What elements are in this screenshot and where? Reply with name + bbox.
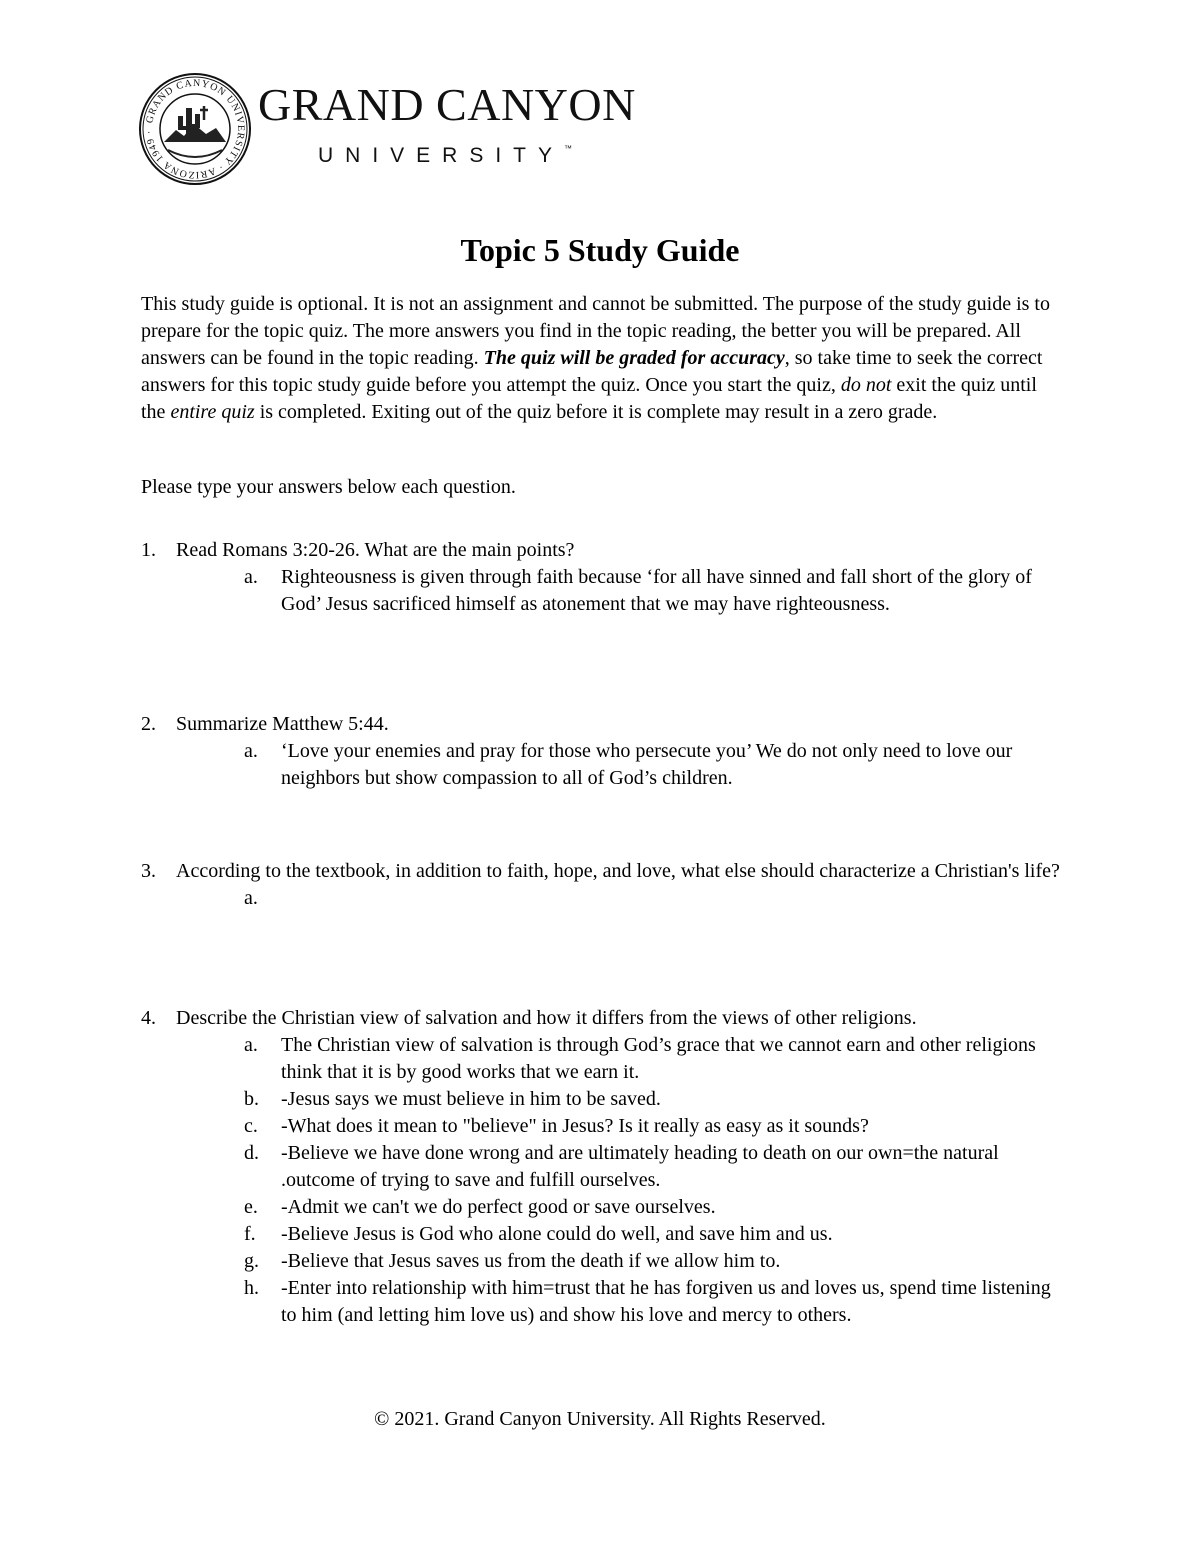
answer-text[interactable]: The Christian view of salvation is through God’s grace that we cannot earn and other religions think that it is by good works that we earn it. <box>281 1034 1036 1083</box>
answer-item <box>244 1113 1071 1140</box>
question-1 <box>141 537 1071 618</box>
intro-text-1: This study guide is optional. It is not an assignment and cannot be submitted. The purpose of the study guide is to prepare for the topic quiz. The more answers you find in the topic reading, the better you will be prepared. All answers can be found in the topic reading. <box>141 293 1050 369</box>
intro-italic-1: do not <box>840 374 892 396</box>
intro-bold-text: The quiz will be graded for accuracy <box>483 347 785 369</box>
answer-letter: a. <box>244 566 258 588</box>
question-text: Read Romans 3:20-26. What are the main points? <box>176 539 575 561</box>
answer-item <box>244 1275 1071 1329</box>
answer-item <box>244 1086 1071 1113</box>
instruction-text: Please type your answers below each question. <box>141 476 516 498</box>
answer-letter: c. <box>244 1115 258 1137</box>
trademark-symbol: ™ <box>564 144 573 153</box>
answer-letter: f. <box>244 1223 256 1245</box>
intro-text-3: exit the quiz until the <box>141 374 1037 423</box>
copyright-footer: © 2021. Grand Canyon University. All Rights Reserved. <box>374 1408 826 1430</box>
answer-letter: d. <box>244 1142 259 1164</box>
intro-text-4: is completed. Exiting out of the quiz before it is complete may result in a zero grade. <box>254 401 938 423</box>
answer-text[interactable]: Righteousness is given through faith because ‘for all have sinned and fall short of the glory of God’ Jesus sacrificed himself as atonement that we may have righteousness. <box>281 566 1032 615</box>
question-text: Summarize Matthew 5:44. <box>176 713 389 735</box>
brand-university-text: UNIVERSITY <box>318 144 565 167</box>
answer-text[interactable]: -Believe we have done wrong and are ultimately heading to death on our own=the natural .outcome of trying to save and fulfill ourselves. <box>281 1142 999 1191</box>
answer-item <box>244 885 1071 912</box>
answer-item <box>244 1248 1071 1275</box>
answer-item <box>244 1140 1071 1194</box>
brand-name-line1: GRAND CANYON <box>258 79 636 130</box>
answer-letter: a. <box>244 740 258 762</box>
intro-italic-2: entire quiz <box>170 401 255 423</box>
question-3 <box>141 858 1071 912</box>
answer-text[interactable]: -Admit we can't we do perfect good or save ourselves. <box>281 1196 716 1218</box>
answer-text[interactable]: -What does it mean to "believe" in Jesus? Is it really as easy as it sounds? <box>281 1115 869 1137</box>
answer-item <box>244 1032 1071 1086</box>
question-number: 3. <box>141 860 156 882</box>
answer-letter: a. <box>244 1034 258 1056</box>
answer-item <box>244 1221 1071 1248</box>
question-number: 2. <box>141 713 156 735</box>
answer-letter: b. <box>244 1088 259 1110</box>
page-title: Topic 5 Study Guide <box>460 232 740 268</box>
question-4 <box>141 1005 1071 1329</box>
answer-letter: a. <box>244 887 258 909</box>
answer-letter: g. <box>244 1250 259 1272</box>
university-logo <box>138 72 636 190</box>
question-text: According to the textbook, in addition to faith, hope, and love, what else should characterize a Christian's life? <box>176 860 1060 882</box>
university-seal-icon <box>138 72 252 186</box>
answer-text[interactable] <box>281 885 1071 912</box>
answer-text[interactable]: -Believe that Jesus saves us from the death if we allow him to. <box>281 1250 781 1272</box>
answer-item <box>244 564 1071 618</box>
answer-text[interactable]: -Enter into relationship with him=trust that he has forgiven us and loves us, spend time listening to him (and letting him love us) and show his love and mercy to others. <box>281 1277 1051 1326</box>
answer-text[interactable]: -Believe Jesus is God who alone could do well, and save him and us. <box>281 1223 833 1245</box>
svg-text:GRAND CANYON UNIVERSITY · ARIZ: GRAND CANYON UNIVERSITY · ARIZONA 1949 · <box>143 77 247 181</box>
question-2 <box>141 711 1071 792</box>
brand-name-line2 <box>318 144 572 168</box>
answer-letter: h. <box>244 1277 259 1299</box>
question-text: Describe the Christian view of salvation and how it differs from the views of other religions. <box>176 1007 917 1029</box>
intro-text-2: , so take time to seek the correct answers for this topic study guide before you attempt the quiz. Once you start the quiz, <box>141 347 1043 396</box>
answer-item <box>244 1194 1071 1221</box>
question-number: 4. <box>141 1007 156 1029</box>
answer-text[interactable]: -Jesus says we must believe in him to be saved. <box>281 1088 661 1110</box>
intro-paragraph <box>141 291 1061 426</box>
answer-text[interactable]: ‘Love your enemies and pray for those who persecute you’ We do not only need to love our neighbors but show compassion to all of God’s children. <box>281 740 1013 789</box>
question-number: 1. <box>141 539 156 561</box>
answer-item <box>244 738 1071 792</box>
answer-letter: e. <box>244 1196 258 1218</box>
